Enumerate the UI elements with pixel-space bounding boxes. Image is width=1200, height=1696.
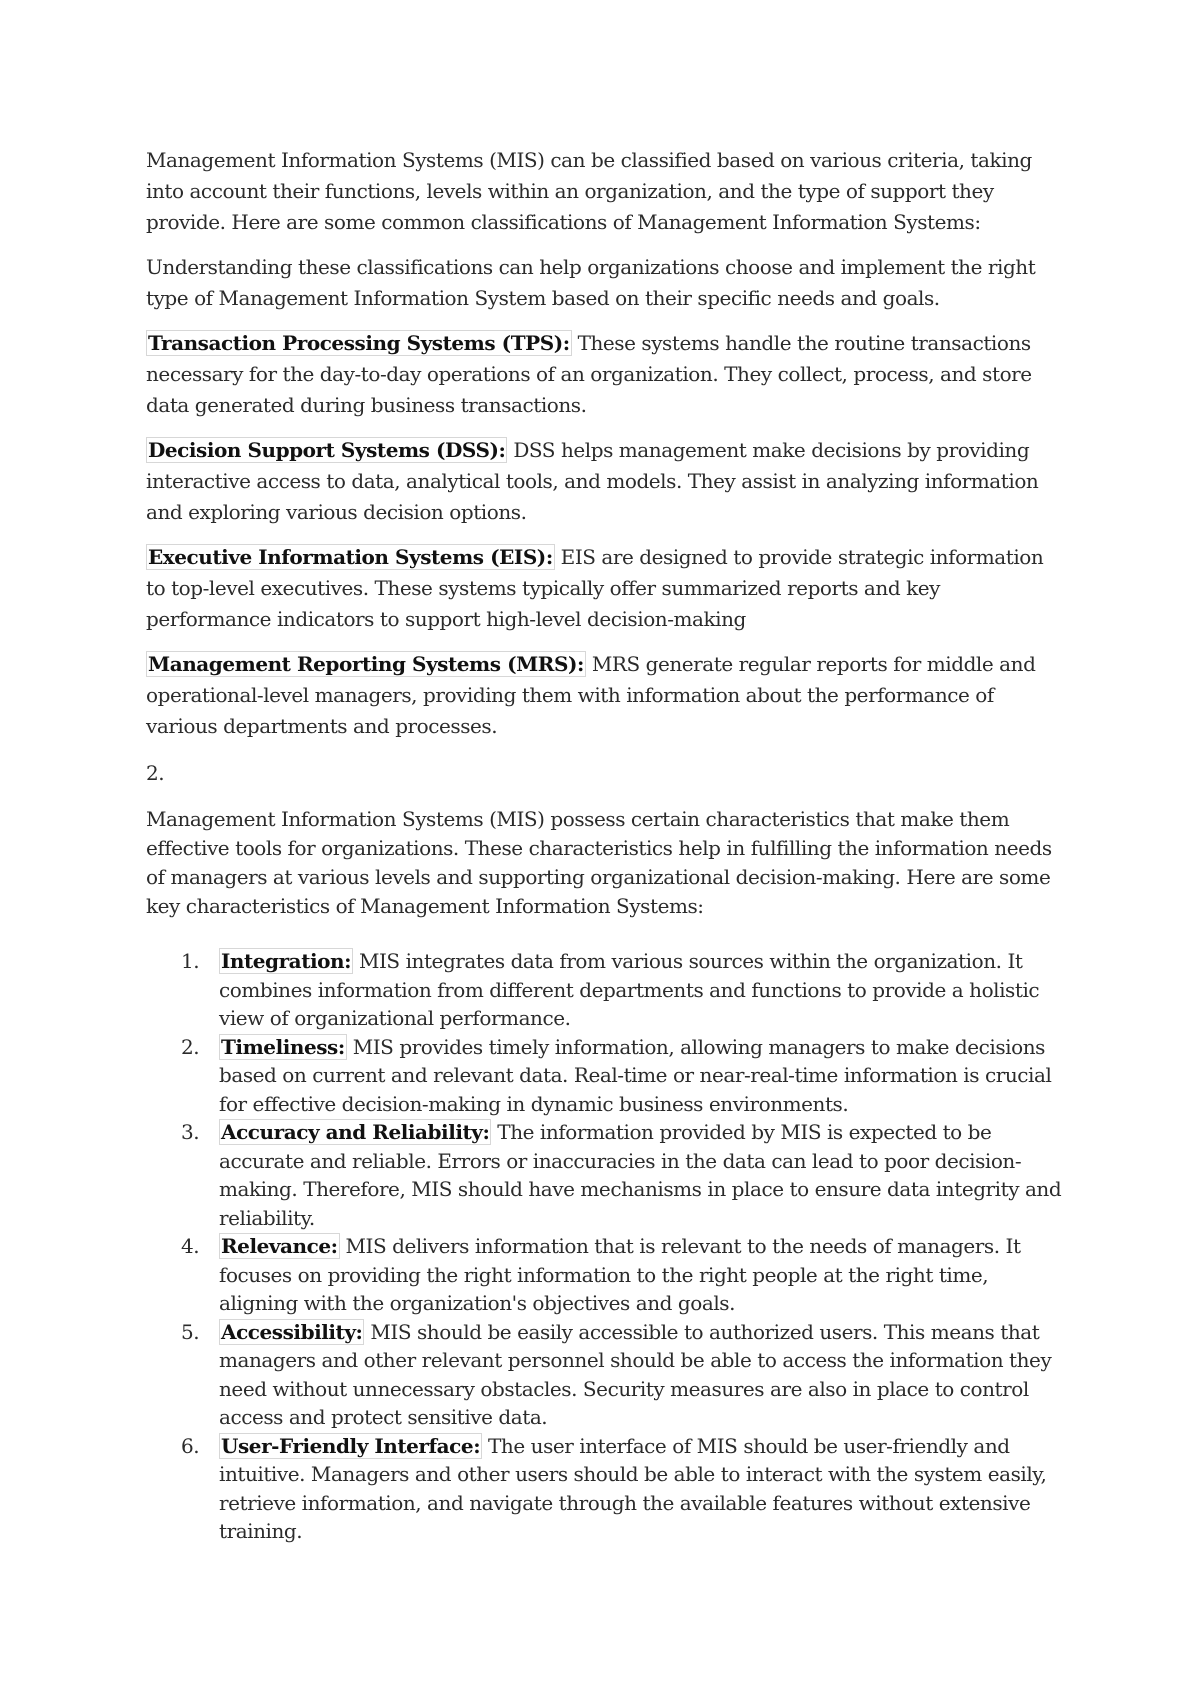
intro-paragraph: Management Information Systems (MIS) can be classified based on various criteria, taking into account their functions, levels within an organization, and the type of support they provide. Here are some common classifications of Management Information Systems:	[146, 148, 1032, 234]
characteristic-term: Relevance:	[221, 1234, 338, 1258]
list-number: 2.	[181, 1034, 200, 1059]
list-item	[146, 1432, 1066, 1546]
list-number: 3.	[181, 1120, 200, 1144]
classification-description: MRS generate regular reports for middle and operational-level managers, providing them with information about the performance of various departments and processes.	[146, 652, 1036, 738]
classification-description: DSS helps management make decisions by providing interactive access to data, analytical tools, and models. They assist in analyzing information and exploring various decision options.	[146, 438, 1039, 524]
characteristic-term: Integration:	[221, 949, 352, 973]
list-item	[146, 1232, 1066, 1318]
classification-term: Transaction Processing Systems (TPS):	[148, 331, 570, 355]
section-number: 2.	[146, 761, 165, 785]
classification-eis	[146, 542, 1066, 635]
characteristic-description: MIS should be easily accessible to authorized users. This means that managers and other relevant personnel should be able to access the information they need without unnecessary obstacles. Security measures are also in place to control access and protect sensitive data.	[219, 1319, 1052, 1429]
list-number: 4.	[181, 1234, 200, 1258]
list-number: 1.	[181, 949, 200, 973]
list-item	[146, 1318, 1066, 1432]
characteristic-term: User-Friendly Interface:	[221, 1433, 481, 1458]
list-item	[146, 1033, 1066, 1119]
characteristic-description: MIS provides timely information, allowing managers to make decisions based on current and relevant data. Real-time or near-real-time information is crucial for effective decision-making in dynamic business environments.	[219, 1034, 1052, 1116]
characteristic-description: MIS delivers information that is relevant to the needs of managers. It focuses on providing the right information to the right people at the right time, aligning with the organization's objectives and goals.	[219, 1234, 1021, 1315]
list-number: 5.	[181, 1319, 200, 1344]
classification-description: EIS are designed to provide strategic information to top-level executives. These systems typically offer summarized reports and key performance indicators to support high-level decision-making	[146, 545, 1044, 631]
characteristics-intro: Management Information Systems (MIS) possess certain characteristics that make them effective tools for organizations. These characteristics help in fulfilling the information needs of managers at various levels and supporting organizational decision-making. Here are some key characteristics of Management Information Systems:	[146, 807, 1052, 918]
characteristic-description: The user interface of MIS should be user-friendly and intuitive. Managers and other users should be able to interact with the system easily, retrieve information, and navigate through the available features without extensive training.	[219, 1433, 1047, 1543]
characteristic-term: Accessibility:	[221, 1319, 363, 1344]
characteristic-term: Accuracy and Reliability:	[221, 1120, 490, 1144]
characteristics-list	[146, 947, 1066, 1546]
classification-term: Decision Support Systems (DSS):	[148, 438, 506, 462]
classification-description: These systems handle the routine transactions necessary for the day-to-day operations of an organization. They collect, process, and store data generated during business transactions.	[146, 331, 1032, 417]
classification-tps	[146, 328, 1066, 421]
document-page	[146, 145, 1066, 1546]
list-number: 6.	[181, 1433, 200, 1458]
classification-mrs	[146, 649, 1066, 742]
intro-summary-paragraph: Understanding these classifications can help organizations choose and implement the right type of Management Information System based on their specific needs and goals.	[146, 255, 1036, 310]
classification-term: Executive Information Systems (EIS):	[148, 545, 553, 569]
characteristic-description: MIS integrates data from various sources within the organization. It combines information from different departments and functions to provide a holistic view of organizational performance.	[219, 949, 1040, 1030]
characteristic-description: The information provided by MIS is expected to be accurate and reliable. Errors or inaccuracies in the data can lead to poor decision-making. Therefore, MIS should have mechanisms in place to ensure data integrity and reliability.	[219, 1120, 1062, 1230]
list-item	[146, 947, 1066, 1033]
characteristic-term: Timeliness:	[221, 1034, 345, 1059]
classification-term: Management Reporting Systems (MRS):	[148, 652, 584, 676]
list-item	[146, 1118, 1066, 1232]
classification-dss	[146, 435, 1066, 528]
